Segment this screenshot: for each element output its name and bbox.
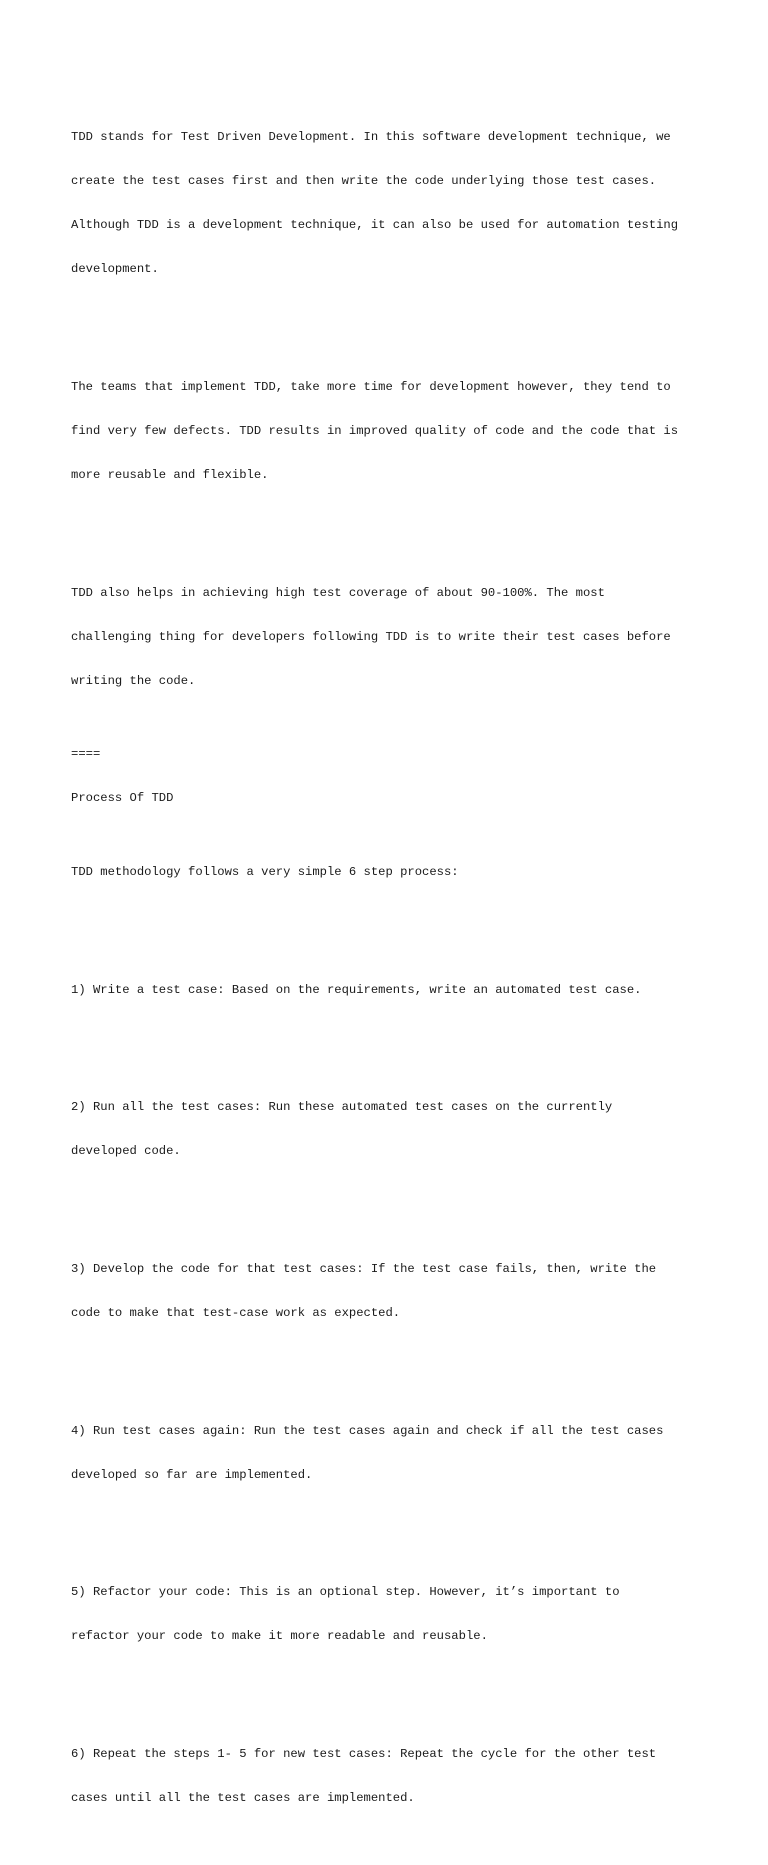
- text-line: 2) Run all the test cases: Run these automated test cases on the currently: [71, 1100, 613, 1115]
- text-line: 4) Run test cases again: Run the test cases again and check if all the test cases: [71, 1423, 664, 1438]
- text-line: TDD methodology follows a very simple 6 step process:: [71, 864, 459, 879]
- separator-line: ====: [71, 747, 101, 762]
- intro-paragraph-2: [71, 350, 711, 512]
- text-line: TDD also helps in achieving high test coverage of about 90-100%. The most: [71, 585, 605, 600]
- intro-paragraph-3: [71, 556, 711, 718]
- text-line: writing the code.: [71, 673, 196, 688]
- text-line: developed so far are implemented.: [71, 1467, 313, 1482]
- text-line: 5) Refactor your code: This is an optional step. However, it’s important to: [71, 1585, 620, 1600]
- text-line: more reusable and flexible.: [71, 467, 269, 482]
- text-line: development.: [71, 262, 159, 277]
- section-intro: [71, 836, 711, 910]
- text-line: refactor your code to make it more readable and reusable.: [71, 1629, 488, 1644]
- section-title: Process Of TDD: [71, 791, 174, 806]
- document-body: [71, 71, 711, 1865]
- text-line: Although TDD is a development technique, it can also be used for automation testing: [71, 218, 679, 233]
- text-line: code to make that test-case work as expected.: [71, 1305, 401, 1320]
- text-line: 1) Write a test case: Based on the requirements, write an automated test case.: [71, 982, 642, 997]
- text-line: 6) Repeat the steps 1- 5 for new test cases: Repeat the cycle for the other test: [71, 1747, 657, 1762]
- step-1: [71, 953, 711, 1027]
- text-line: 3) Develop the code for that test cases: If the test case fails, then, write the: [71, 1261, 657, 1276]
- step-4: [71, 1394, 711, 1512]
- text-line: developed code.: [71, 1144, 181, 1159]
- intro-paragraph-1: [71, 100, 711, 306]
- text-line: cases until all the test cases are implemented.: [71, 1791, 415, 1806]
- text-line: TDD stands for Test Driven Development. In this software development technique, we: [71, 129, 671, 144]
- text-line: find very few defects. TDD results in improved quality of code and the code that is: [71, 423, 679, 438]
- step-6: [71, 1718, 711, 1836]
- text-line: The teams that implement TDD, take more time for development however, they tend to: [71, 379, 671, 394]
- text-line: create the test cases first and then write the code underlying those test cases.: [71, 173, 657, 188]
- text-line: challenging thing for developers following TDD is to write their test cases before: [71, 629, 671, 644]
- step-3: [71, 1232, 711, 1350]
- step-2: [71, 1071, 711, 1189]
- step-5: [71, 1556, 711, 1674]
